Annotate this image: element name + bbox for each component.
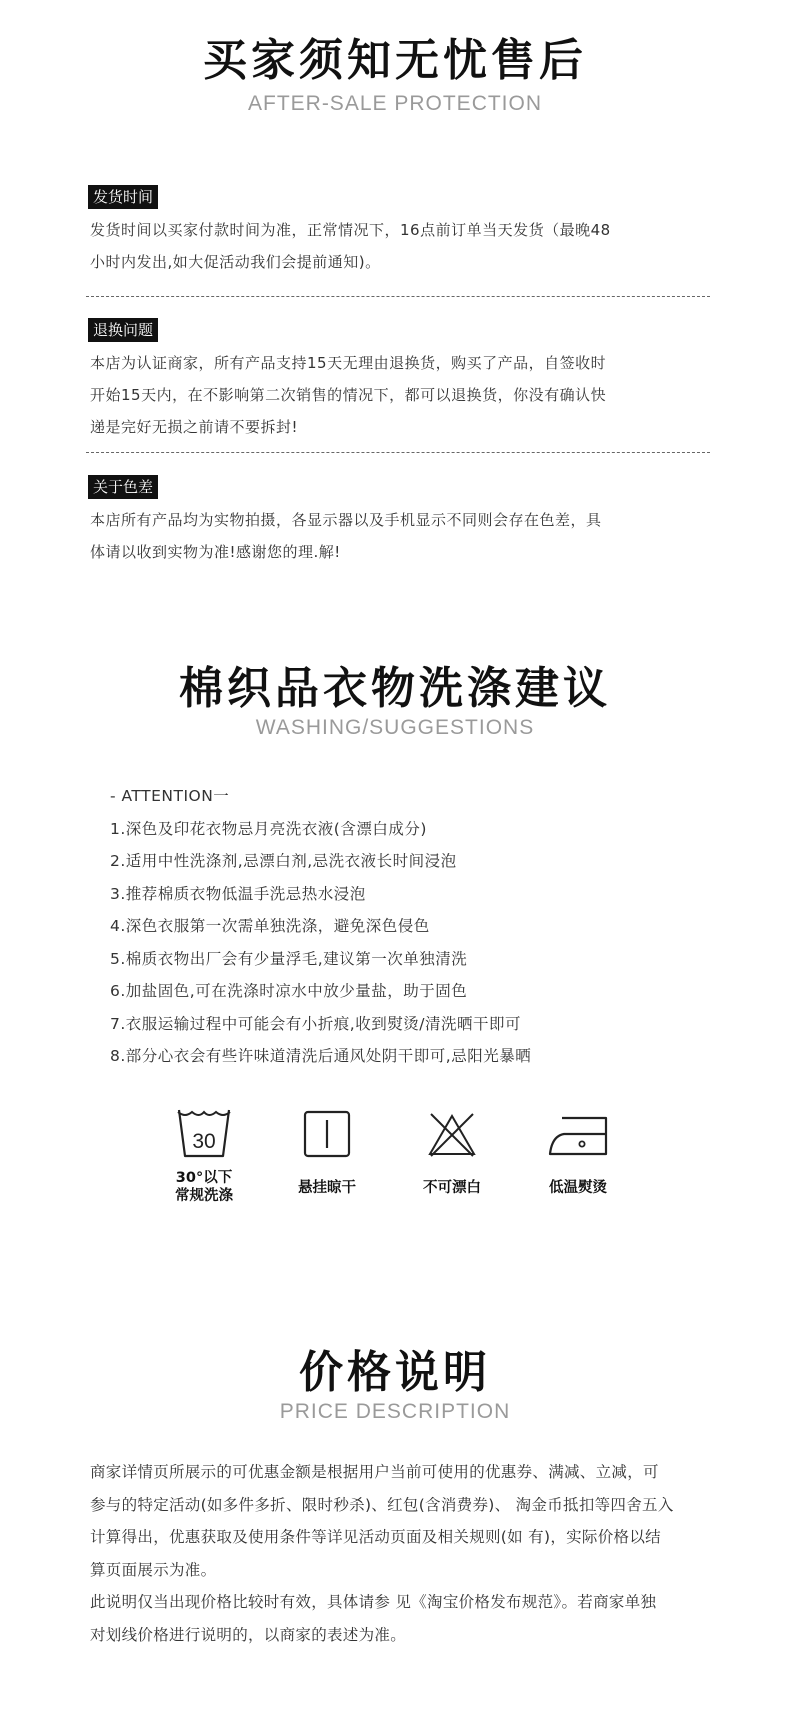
color-difference-tag: 关于色差 [88,475,158,499]
text-line: 小时内发出,如大促活动我们会提前通知)。 [90,253,381,271]
low-iron-icon [548,1114,610,1158]
list-item: 2.适用中性洗涤剂,忌漂白剂,忌洗衣液长时间浸泡 [110,852,457,870]
care-label-line: 不可漂白 [423,1180,481,1196]
care-label-wash [164,1169,244,1205]
care-label-line: 30°以下 [175,1170,233,1186]
care-label-line: 低温熨烫 [549,1180,607,1196]
no-bleach-icon [427,1112,477,1158]
price-description-text [90,1456,714,1651]
text-line: 本店为认证商家，所有产品支持15天无理由退换货，购买了产品，自签收时 [90,354,607,372]
text-line: 体请以收到实物为准!感谢您的理.解! [90,543,341,561]
text-line: 计算得出，优惠获取及使用条件等详见活动页面及相关规则(如 有)，实际价格以结 [90,1528,661,1546]
text-line: 发货时间以买家付款时间为准，正常情况下，16点前订单当天发货（最晚48 [90,221,611,239]
wash-temperature-number: 30 [192,1130,216,1153]
divider [86,452,710,453]
attention-heading: - ATTENTION一 [110,787,230,805]
text-line: 本店所有产品均为实物拍摄，各显示器以及手机显示不同则会存在色差，具 [90,511,602,529]
price-subtitle: PRICE DESCRIPTION [279,1400,511,1423]
aftersale-title: 买家须知无忧售后 [203,35,587,86]
text-line: 参与的特定活动(如多件多折、限时秒杀)、红包(含消费券)、 淘金币抵扣等四舍五入 [90,1495,674,1514]
list-item: 1.深色及印花衣物忌月亮洗衣液(含漂白成分) [110,819,427,838]
text-line: 算页面展示为准。 [90,1560,217,1579]
hang-dry-icon [303,1110,351,1158]
washing-title: 棉织品衣物洗涤建议 [179,663,611,714]
list-item: 4.深色衣服第一次需单独洗涤，避免深色侵色 [110,917,430,935]
return-exchange-text [90,347,710,443]
list-item: 8.部分心衣会有些许味道清洗后通风处阴干即可,忌阳光暴晒 [110,1047,532,1065]
text-line: 商家详情页所展示的可优惠金额是根据用户当前可使用的优惠券、满减、立减，可 [90,1463,659,1481]
price-title: 价格说明 [299,1347,491,1398]
care-label-low-iron [538,1179,618,1197]
wash-30-icon [176,1108,232,1158]
list-item: 3.推荐棉质衣物低温手洗忌热水浸泡 [110,884,366,903]
aftersale-subtitle: AFTER-SALE PROTECTION [247,92,543,115]
list-item: 6.加盐固色,可在洗涤时凉水中放少量盐，助于固色 [110,982,468,1000]
color-difference-text [90,504,710,568]
care-label-line: 常规洗涤 [175,1188,233,1204]
care-label-hang-dry [287,1179,367,1197]
text-line: 开始15天内，在不影响第二次销售的情况下，都可以退换货，你没有确认快 [90,386,607,404]
list-item: 7.衣服运输过程中可能会有小折痕,收到熨烫/清洗晒干即可 [110,1014,521,1033]
care-label-no-bleach [412,1179,492,1197]
text-line: 此说明仅当出现价格比较时有效，具体请参 见《淘宝价格发布规范》。若商家单独 [90,1593,657,1611]
divider [86,296,710,297]
text-line: 递是完好无损之前请不要拆封! [90,418,299,436]
washing-suggestion-list [110,780,710,1073]
shipping-time-text [90,214,710,278]
list-item: 5.棉质衣物出厂会有少量浮毛,建议第一次单独清洗 [110,949,468,968]
return-exchange-tag: 退换问题 [88,318,158,342]
text-line: 对划线价格进行说明的，以商家的表述为准。 [90,1625,407,1644]
washing-subtitle: WASHING/SUGGESTIONS [255,716,535,739]
shipping-time-tag: 发货时间 [88,185,158,209]
care-label-line: 悬挂晾干 [298,1180,356,1196]
